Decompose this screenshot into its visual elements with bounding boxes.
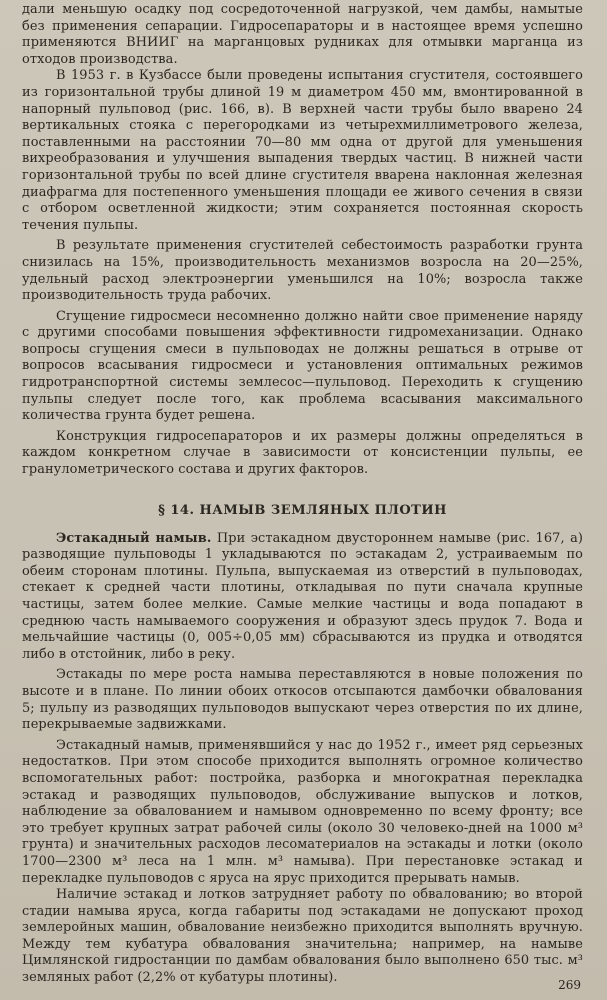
section-heading: § 14. НАМЫВ ЗЕМЛЯНЫХ ПЛОТИН [158, 502, 447, 518]
run-in-heading: Эстакадный намыв. [56, 530, 212, 546]
text-block-after-section [22, 531, 583, 987]
page-number: 269 [558, 978, 581, 992]
paragraph: В результате применения сгустителей себестоимость разработки грунта снизилась на 15%, производительность механизмов возросла на 20—25%, удельный расход электроэнергии уменьшился на 10%; возросла также производительность труда рабочих. [22, 238, 583, 304]
paragraph: Эстакадный намыв, применявшийся у нас до 1952 г., имеет ряд серьезных недостатков. При этом способе приходится выполнять огромное количество вспомогательных работ: постройка, разборка и многократная перекладка эстакад и разводящих пульповодов, обслуживание выпусков и лотков, наблюдение за обвалованием и намывом одновременно по всему фронту; все это требует крупных затрат рабочей силы (около 30 человеко-дней на 1000 м³ грунта) и значительных расходов лесоматериалов на эстакады и лотки (около 1700—2300 м³ леса на 1 млн. м³ намыва). При перестановке эстакад и перекладке пульповодов с яруса на ярус приходится прерывать намыв. [22, 737, 583, 886]
paragraph: Эстакады по мере роста намыва переставляются в новые положения по высоте и в плане. По линии обоих откосов отсыпаются дамбочки обвалования 5; пульпу из разводящих пульповодов выпускают через отверстия по их длине, перекрываемые задвижками. [22, 667, 583, 733]
paragraph: дали меньшую осадку под сосредоточенной нагрузкой, чем дамбы, намытые без применения сепарации. Гидросепараторы и в настоящее время успешно применяются ВНИИГ на марганцовых рудниках для отмывки марганца из отходов производства. [22, 2, 583, 67]
paragraph: Сгущение гидросмеси несомненно должно найти свое применение наряду с другими способами повышения эффективности гидромеханизации. Однако вопросы сгущения смеси в пульповодах не должны решаться в отрыве от вопросов всасывания гидросмеси и установления оптимальных режимов гидротранспортной системы землесос—пульповод. Переходить к сгущению пульпы следует после того, как проблема всасывания максимального количества грунта будет решена. [22, 308, 583, 424]
paragraph-with-run-in-heading [22, 531, 583, 664]
paragraph-body: При эстакадном двустороннем намыве (рис. 167, а) разводящие пульповоды 1 укладываются по эстакадам 2, устраиваемым по обеим сторонам плотины. Пульпа, выпускаемая из отверстий в пульповодах, стекает к средней части плотины, откладывая по пути сначала крупные частицы, затем более мелкие. Самые мелкие частицы и вода попадают в среднюю часть намываемого сооружения и образуют здесь прудок 7. Вода и мельчайшие частицы (0, 005÷0,05 мм) сбрасываются из прудка и отводятся либо в отстойник, либо в реку. [22, 530, 584, 662]
paragraph: Конструкция гидросепараторов и их размеры должны определяться в каждом конкретном случае в зависимости от консистенции пульпы, ее гранулометрического состава и других факторов. [22, 428, 583, 478]
paragraph: В 1953 г. в Кузбассе были проведены испытания сгустителя, состоявшего из горизонтальной трубы длиной 19 м диаметром 450 мм, вмонтированной в напорный пульповод (рис. 166, в). В верхней части трубы было вварено 24 вертикальных стояка с перегородками из четырехмиллиметрового железа, поставленными на расстоянии 70—80 мм одна от другой для уменьшения вихреобразования и улучшения выпадения твердых частиц. В нижней части горизонтальной трубы по всей длине сгустителя вварена наклонная железная диафрагма для постепенного уменьшения площади ее живого сечения в связи с отбором осветленной жидкости; этим сохраняется постоянная скорость течения пульпы. [22, 68, 583, 233]
text-block-before-section [22, 2, 583, 479]
paragraph: Наличие эстакад и лотков затрудняет работу по обвалованию; во второй стадии намыва яруса, когда габариты под эстакадами не допускают проход землеройных машин, обвалование неизбежно приходится выполнять вручную. Между тем кубатура обвалования значительна; например, на намыве Цимлянской гидростанции по дамбам обвалования было выполнено 650 тыс. м³ земляных работ (2,2% от кубатуры плотины). [22, 887, 583, 986]
